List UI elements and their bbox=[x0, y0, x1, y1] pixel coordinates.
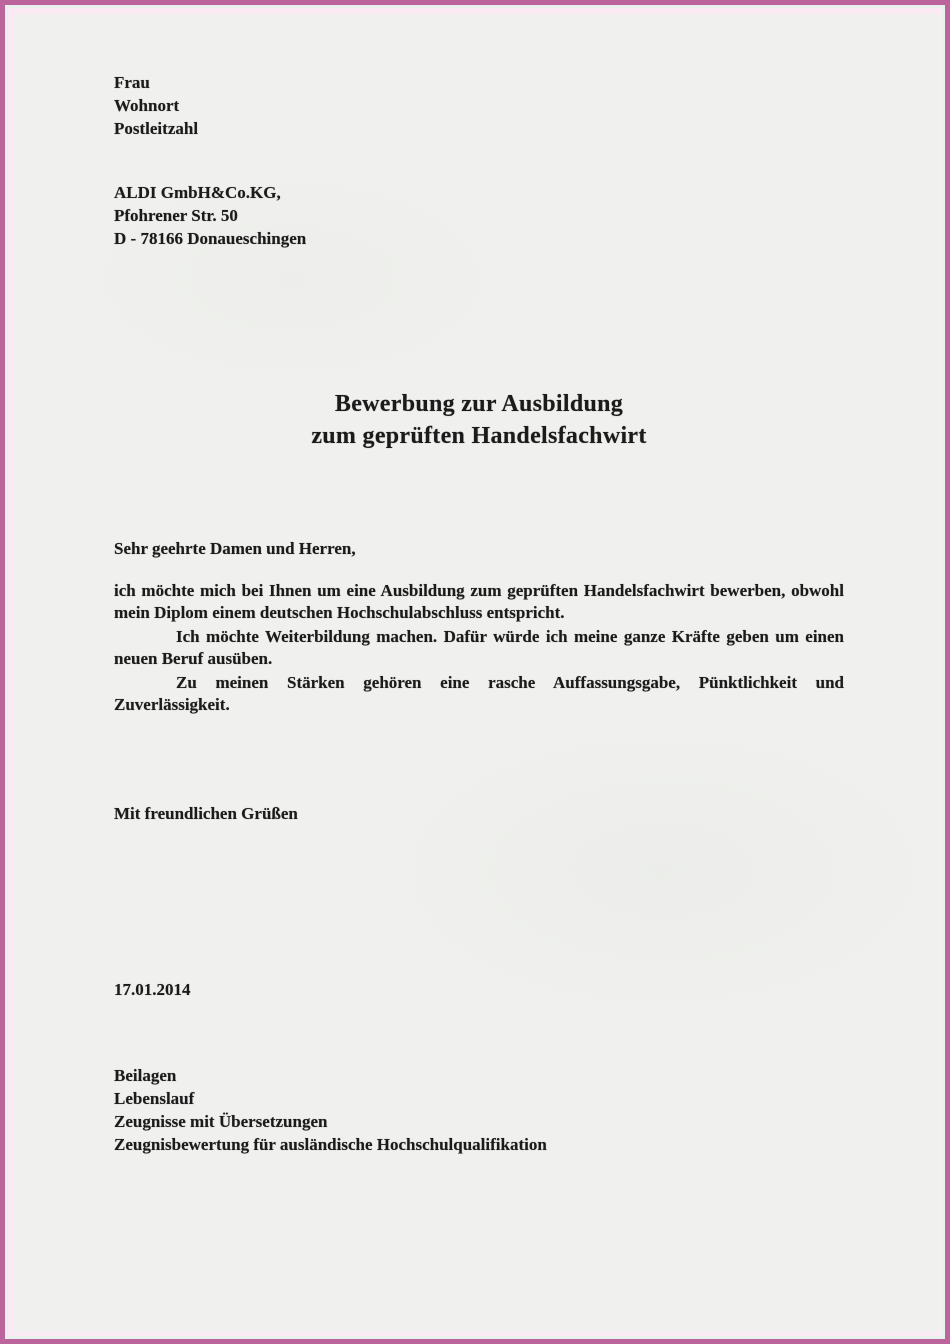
sender-line: Wohnort bbox=[114, 96, 180, 115]
enclosure-item: Zeugnisse mit Übersetzungen bbox=[114, 1112, 328, 1131]
letter-page bbox=[14, 14, 940, 1332]
recipient-line: Pfohrener Str. 50 bbox=[114, 206, 238, 225]
sender-line: Frau bbox=[114, 73, 150, 92]
body-paragraph: Ich möchte Weiterbildung machen. Dafür würde ich meine ganze Kräfte geben um einen neuen Beruf ausüben. bbox=[114, 627, 844, 668]
subject-line: Bewerbung zur Ausbildung bbox=[334, 391, 624, 417]
scan-border-wash bbox=[8, 8, 942, 1336]
body-paragraph: ich möchte mich bei Ihnen um eine Ausbildung zum geprüften Handelsfachwirt bewerben, obwohl mein Diplom einem deutschen Hochschulabschluss entspricht. bbox=[114, 581, 844, 622]
recipient-line: ALDI GmbH&Co.KG, bbox=[114, 183, 281, 202]
enclosure-item: Zeugnisbewertung für ausländische Hochschulqualifikation bbox=[114, 1135, 547, 1154]
body-paragraph: Zu meinen Stärken gehören eine rasche Auffassungsgabe, Pünktlichkeit und Zuverlässigkeit. bbox=[114, 673, 844, 714]
recipient-line: D - 78166 Donaueschingen bbox=[114, 229, 307, 248]
sender-line: Postleitzahl bbox=[114, 119, 199, 138]
subject-line: zum geprüften Handelsfachwirt bbox=[311, 423, 647, 449]
enclosures-heading: Beilagen bbox=[114, 1066, 177, 1085]
enclosures-block bbox=[114, 1064, 844, 1156]
letter-date: 17.01.2014 bbox=[114, 980, 191, 999]
letter-subject bbox=[114, 388, 844, 452]
sender-address-block bbox=[114, 71, 844, 140]
closing-formula: Mit freundlichen Grüßen bbox=[114, 804, 298, 823]
salutation: Sehr geehrte Damen und Herren, bbox=[114, 539, 356, 558]
enclosure-item: Lebenslauf bbox=[114, 1089, 195, 1108]
scan-border-inner-line bbox=[5, 5, 945, 1339]
recipient-address-block bbox=[114, 181, 844, 250]
